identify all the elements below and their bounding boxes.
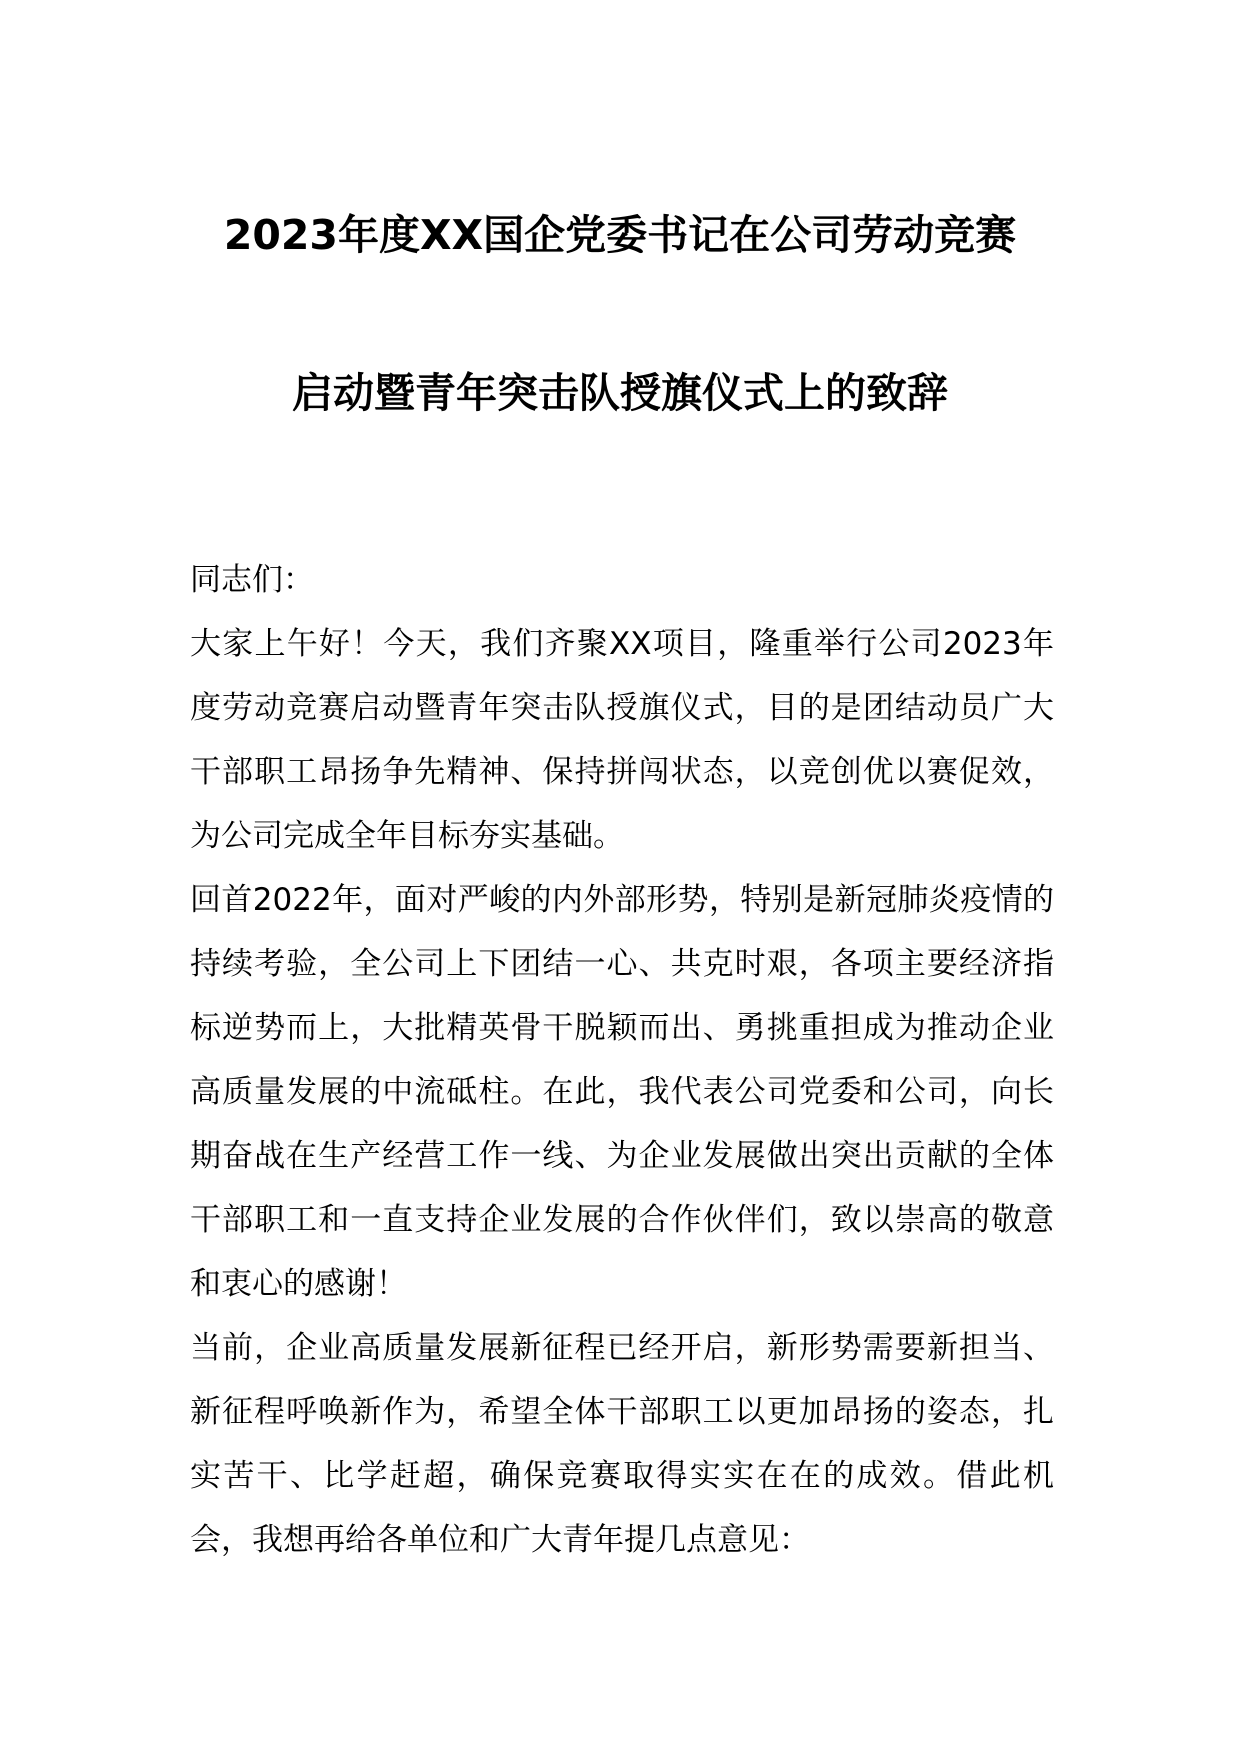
document-title-line-1: 2023年度XX国企党委书记在公司劳动竞赛 [223, 211, 1017, 259]
document-title-line-2: 启动暨青年突击队授旗仪式上的致辞 [292, 369, 948, 417]
document-body [190, 548, 1054, 1572]
body-paragraph: 当前，企业高质量发展新征程已经开启，新形势需要新担当、新征程呼唤新作为，希望全体干部职工以更加昂扬的姿态，扎实苦干、比学赶超，确保竞赛取得实实在在的成效。借此机会，我想再给各单位和广大青年提几点意见： [190, 1330, 1054, 1558]
salutation-paragraph: 同志们： [190, 562, 314, 598]
body-paragraph: 大家上午好！今天，我们齐聚XX项目，隆重举行公司2023年度劳动竞赛启动暨青年突击队授旗仪式，目的是团结动员广大干部职工昂扬争先精神、保持拼闯状态，以竞创优以赛促效，为公司完成全年目标夯实基础。 [190, 626, 1054, 854]
body-paragraph: 回首2022年，面对严峻的内外部形势，特别是新冠肺炎疫情的持续考验，全公司上下团结一心、共克时艰，各项主要经济指标逆势而上，大批精英骨干脱颖而出、勇挑重担成为推动企业高质量发展的中流砥柱。在此，我代表公司党委和公司，向长期奋战在生产经营工作一线、为企业发展做出突出贡献的全体干部职工和一直支持企业发展的合作伙伴们，致以崇高的敬意和衷心的感谢！ [190, 882, 1054, 1302]
